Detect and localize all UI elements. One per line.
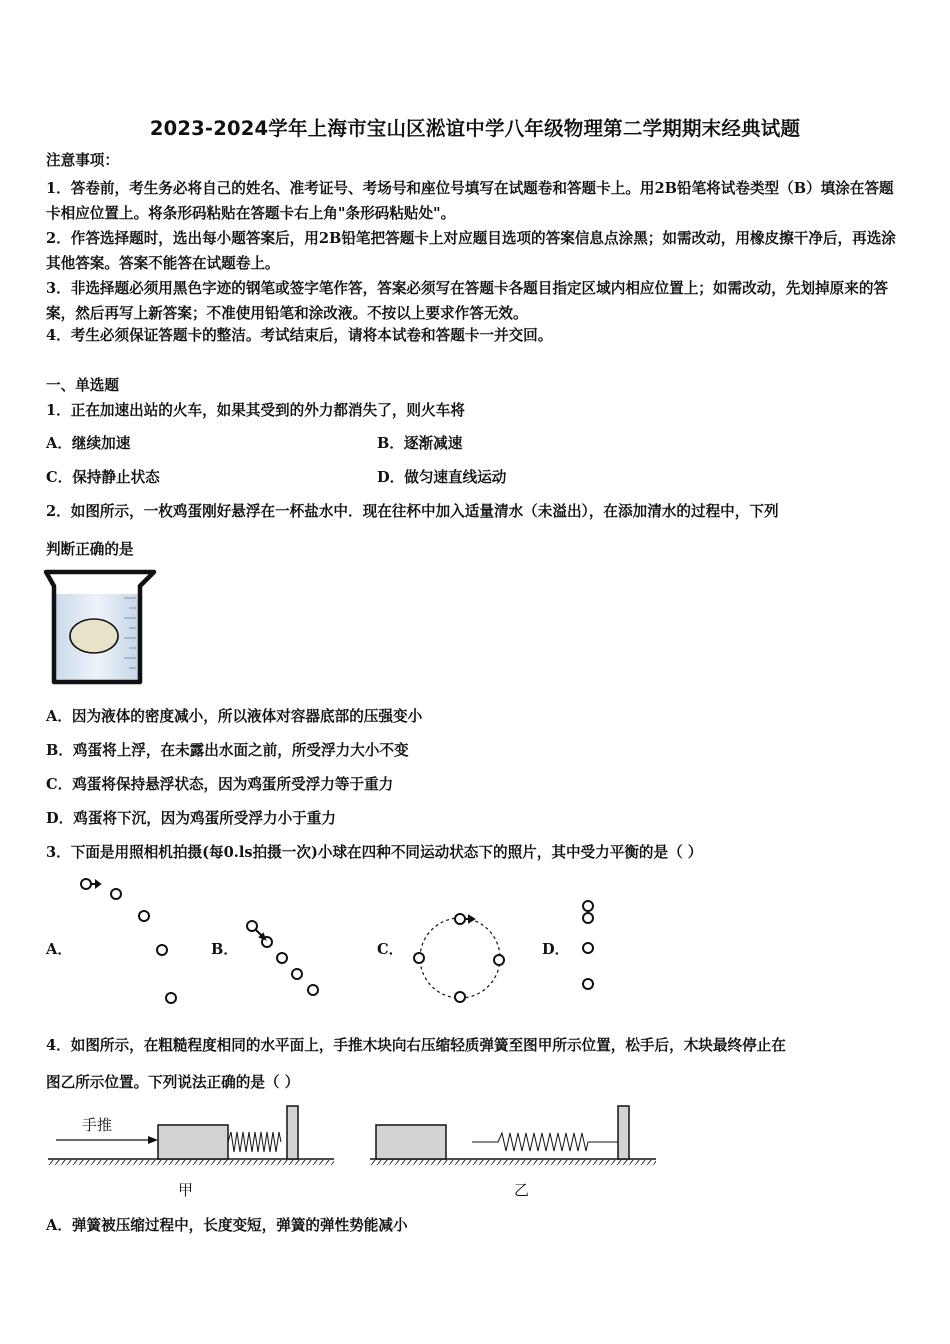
q4-option-a: A．弹簧被压缩过程中，长度变短，弹簧的弹性势能减小 [46, 1217, 408, 1234]
q2-option-c: C．鸡蛋将保持悬浮状态，因为鸡蛋所受浮力等于重力 [46, 776, 394, 793]
q3-figures [0, 870, 950, 1010]
q4-stem-line1: 4．如图所示，在粗糙程度相同的水平面上，手推木块向右压缩轻质弹簧至图甲所示位置，松手后，木块最终停止在 [46, 1037, 786, 1054]
q3-label-a: A． [46, 941, 72, 958]
q3-stem: 3．下面是用照相机拍摄(每0.ls拍摄一次)小球在四种不同运动状态下的照片，其中受力平衡的是（ ） [46, 844, 703, 861]
q1-option-b: B．逐渐减速 [377, 435, 463, 452]
q2-option-a: A．因为液体的密度减小，所以液体对容器底部的压强变小 [46, 708, 423, 725]
page-title: 2023-2024学年上海市宝山区淞谊中学八年级物理第二学期期末经典试题 [149, 117, 801, 140]
q1-option-c: C．保持静止状态 [46, 469, 160, 486]
q4-figure-jia-label: 甲 [178, 1181, 194, 1199]
section-heading: 一、单选题 [46, 377, 119, 394]
q3-figure-c [414, 914, 504, 1002]
q3-figure-a [81, 879, 176, 1003]
q3-figure-d [583, 901, 593, 989]
q2-option-b: B．鸡蛋将上浮，在未露出水面之前，所受浮力大小不变 [46, 742, 409, 759]
q2-option-d: D．鸡蛋将下沉，因为鸡蛋所受浮力小于重力 [46, 810, 336, 827]
q4-stem-line2: 图乙所示位置。下列说法正确的是（ ） [46, 1074, 300, 1091]
q3-label-b: B． [211, 941, 238, 958]
q3-figure-b [247, 921, 318, 995]
notice-item-3: 3．非选择题必须用黑色字迹的钢笔或签字笔作答，答案必须写在答题卡各题目指定区域内相应位置上；如需改动，先划掉原来的答案，然后再写上新答案；不准使用铅笔和涂改液。不按以上要求作答无效。 [46, 280, 889, 322]
q2-stem-line2: 判断正确的是 [46, 541, 134, 558]
notice-item-1: 1．答卷前，考生务必将自己的姓名、准考证号、考场号和座位号填写在试题卷和答题卡上。用2B铅笔将试卷类型（B）填涂在答题卡相应位置上。将条形码粘贴在答题卡右上角"条形码粘贴处"。 [46, 180, 894, 222]
q3-label-d: D． [542, 941, 570, 958]
q4-push-label: 手推 [82, 1116, 113, 1134]
q2-stem-line1: 2．如图所示，一枚鸡蛋刚好悬浮在一杯盐水中．现在往杯中加入适量清水（未溢出），在添加清水的过程中，下列 [46, 503, 779, 520]
q1-stem: 1．正在加速出站的火车，如果其受到的外力都消失了，则火车将 [46, 402, 465, 419]
notice-heading: 注意事项： [46, 152, 119, 169]
q4-figure-yi-label: 乙 [514, 1181, 530, 1199]
notice-item-2: 2．作答选择题时，选出每小题答案后，用2B铅笔把答题卡上对应题目选项的答案信息点涂黑；如需改动，用橡皮擦干净后，再选涂其他答案。答案不能答在试题卷上。 [46, 230, 896, 272]
egg [70, 619, 118, 653]
q1-option-d: D．做匀速直线运动 [377, 469, 507, 486]
q3-label-c: C． [377, 941, 404, 958]
beaker-egg-figure [44, 570, 160, 688]
q1-option-a: A．继续加速 [46, 435, 131, 452]
notice-item-4: 4．考生必须保证答题卡的整洁。考试结束后，请将本试卷和答题卡一并交回。 [46, 327, 553, 344]
